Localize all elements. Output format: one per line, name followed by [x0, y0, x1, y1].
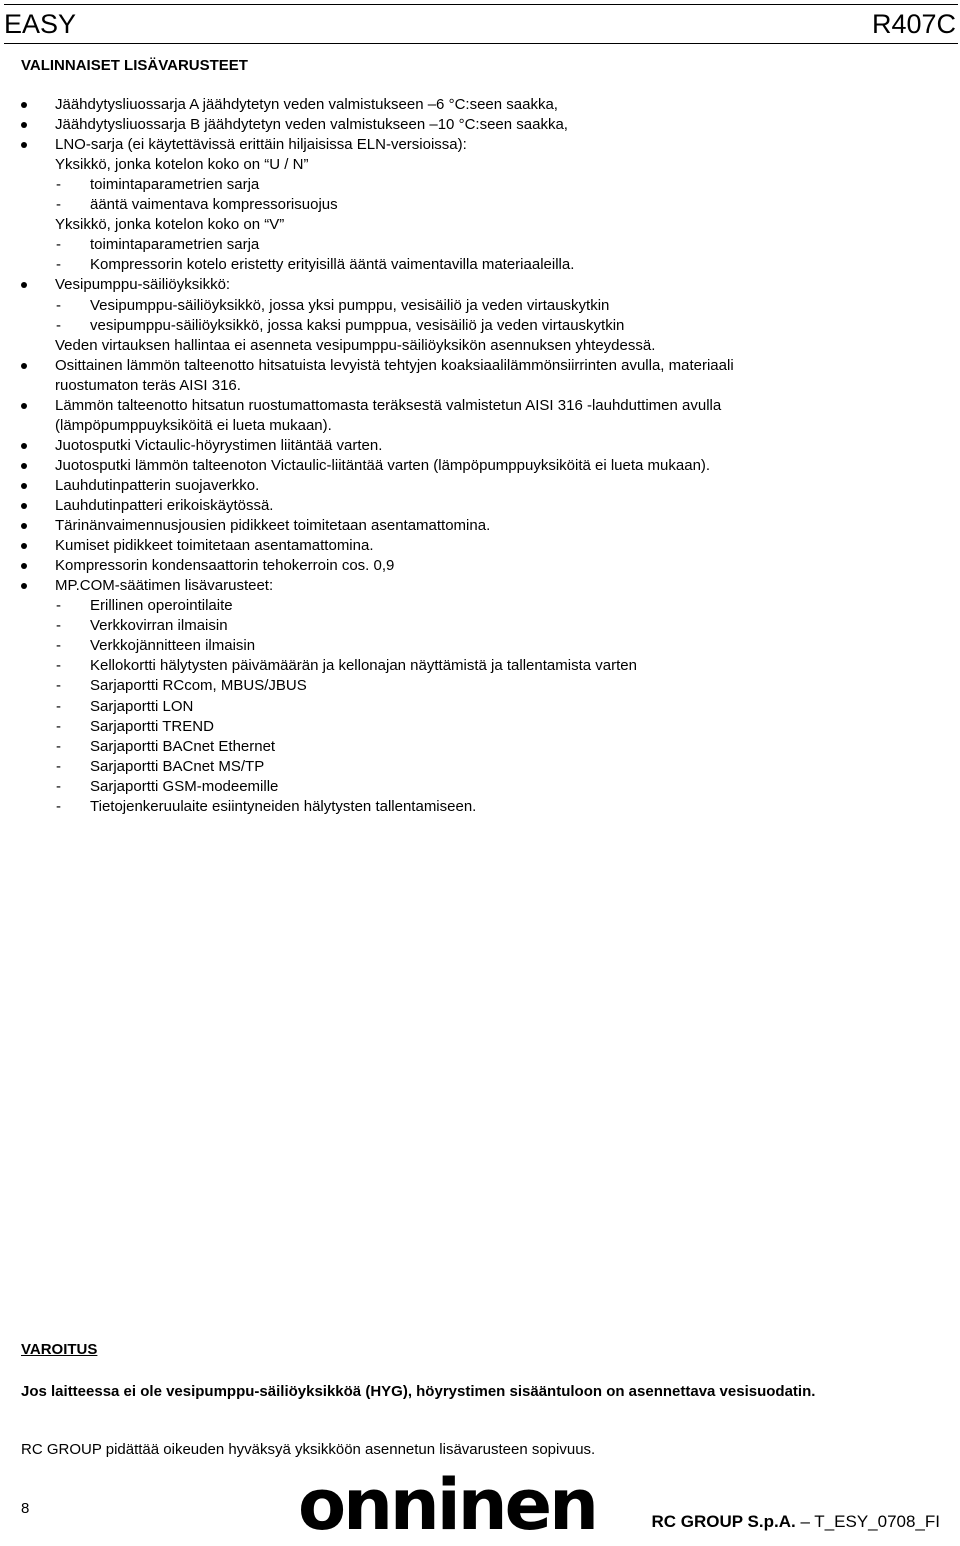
- disclaimer-note: RC GROUP pidättää oikeuden hyväksyä yksikköön asennetun lisävarusteen sopivuus.: [21, 1441, 596, 1458]
- bullet-marker: [21, 523, 27, 529]
- bullet-marker: [21, 443, 27, 449]
- sub-list-item: Sarjaportti GSM-modeemille: [90, 778, 279, 795]
- footer-company: RC GROUP S.p.A.: [651, 1512, 796, 1531]
- bullet-marker: [21, 142, 27, 148]
- bullet-marker: [21, 102, 27, 108]
- sub-list-item: ääntä vaimentava kompressorisuojus: [90, 196, 338, 213]
- bullet-marker: [21, 122, 27, 128]
- list-item-continuation: ruostumaton teräs AISI 316.: [55, 377, 241, 394]
- warning-text: Jos laitteessa ei ole vesipumppu-säiliöyksikköä (HYG), höyrystimen sisääntuloon on asennettava vesisuodatin.: [21, 1383, 816, 1400]
- dash-marker: -: [56, 657, 61, 674]
- dash-marker: -: [56, 196, 61, 213]
- sub-list-item: Sarjaportti TREND: [90, 718, 214, 735]
- dash-marker: -: [56, 597, 61, 614]
- bullet-marker: [21, 403, 27, 409]
- warning-title: VAROITUS: [21, 1341, 98, 1358]
- footer-doc-info: [652, 1512, 941, 1532]
- sub-list-item: Vesipumppu-säiliöyksikkö, jossa yksi pumppu, vesisäiliö ja veden virtauskytkin: [90, 297, 610, 314]
- header-refrigerant: R407C: [871, 9, 956, 39]
- sub-list-item: toimintaparametrien sarja: [90, 236, 260, 253]
- list-item: Lauhdutinpatterin suojaverkko.: [55, 477, 260, 494]
- list-item: Juotosputki lämmön talteenoton Victaulic-liitäntää varten (lämpöpumppuyksiköitä ei lueta mukaan).: [55, 457, 711, 474]
- list-item: Kumiset pidikkeet toimitetaan asentamattomina.: [55, 537, 374, 554]
- list-item: LNO-sarja (ei käytettävissä erittäin hiljaisissa ELN-versioissa):: [55, 136, 467, 153]
- header-product-name: EASY: [4, 9, 77, 39]
- list-item: Lämmön talteenotto hitsatun ruostumattomasta teräksestä valmistetun AISI 316 -lauhduttimen avulla: [55, 397, 722, 414]
- list-item: Osittainen lämmön talteenotto hitsatuista levyistä tehtyjen koaksiaalilämmönsiirrinten avulla, materiaali: [55, 357, 734, 374]
- sub-list-item: Verkkojännitteen ilmaisin: [90, 637, 256, 654]
- list-item: Jäähdytysliuossarja B jäähdytetyn veden valmistukseen –10 °C:seen saakka,: [55, 116, 568, 133]
- dash-marker: -: [56, 778, 61, 795]
- list-item-continuation: Yksikkö, jonka kotelon koko on “U / N”: [55, 156, 309, 173]
- dash-marker: -: [56, 798, 61, 815]
- list-item-continuation: (lämpöpumppuyksiköitä ei lueta mukaan).: [55, 417, 332, 434]
- page-header: [4, 4, 958, 44]
- dash-marker: -: [56, 637, 61, 654]
- footer-doc-code: – T_ESY_0708_FI: [800, 1512, 940, 1531]
- bullet-marker: [21, 463, 27, 469]
- section-title: VALINNAISET LISÄVARUSTEET: [21, 57, 248, 74]
- onninen-logo: onninen: [298, 1464, 596, 1546]
- dash-marker: -: [56, 738, 61, 755]
- sub-list-item: Sarjaportti RCcom, MBUS/JBUS: [90, 677, 307, 694]
- dash-marker: -: [56, 718, 61, 735]
- bullet-marker: [21, 563, 27, 569]
- sub-list-item: Tietojenkeruulaite esiintyneiden hälytysten tallentamiseen.: [90, 798, 477, 815]
- dash-marker: -: [56, 256, 61, 273]
- list-item: Juotosputki Victaulic-höyrystimen liitäntää varten.: [55, 437, 383, 454]
- sub-list-item: Kompressorin kotelo eristetty erityisillä ääntä vaimentavilla materiaaleilla.: [90, 256, 575, 273]
- dash-marker: -: [56, 677, 61, 694]
- list-item: Lauhdutinpatteri erikoiskäytössä.: [55, 497, 274, 514]
- bullet-marker: [21, 583, 27, 589]
- sub-list-item: Erillinen operointilaite: [90, 597, 233, 614]
- dash-marker: -: [56, 698, 61, 715]
- bullet-marker: [21, 363, 27, 369]
- dash-marker: -: [56, 617, 61, 634]
- sub-list-item: Sarjaportti LON: [90, 698, 194, 715]
- dash-marker: -: [56, 317, 61, 334]
- dash-marker: -: [56, 758, 61, 775]
- bullet-marker: [21, 543, 27, 549]
- sub-list-item: Verkkovirran ilmaisin: [90, 617, 228, 634]
- bullet-marker: [21, 483, 27, 489]
- sub-list-item: Kellokortti hälytysten päivämäärän ja kellonajan näyttämistä ja tallentamista varten: [90, 657, 637, 674]
- sub-list-item: Sarjaportti BACnet Ethernet: [90, 738, 276, 755]
- sub-list-item: Sarjaportti BACnet MS/TP: [90, 758, 265, 775]
- dash-marker: -: [56, 297, 61, 314]
- list-item: MP.COM-säätimen lisävarusteet:: [55, 577, 274, 594]
- bullet-marker: [21, 282, 27, 288]
- sub-list-item: toimintaparametrien sarja: [90, 176, 260, 193]
- list-item: Jäähdytysliuossarja A jäähdytetyn veden valmistukseen –6 °C:seen saakka,: [55, 96, 558, 113]
- list-item-continuation: Yksikkö, jonka kotelon koko on “V”: [55, 216, 285, 233]
- list-item: Vesipumppu-säiliöyksikkö:: [55, 276, 231, 293]
- dash-marker: -: [56, 236, 61, 253]
- list-item: Kompressorin kondensaattorin tehokerroin cos. 0,9: [55, 557, 395, 574]
- sub-list-item: vesipumppu-säiliöyksikkö, jossa kaksi pumppua, vesisäiliö ja veden virtauskytkin: [90, 317, 625, 334]
- dash-marker: -: [56, 176, 61, 193]
- bullet-marker: [21, 503, 27, 509]
- list-item-continuation: Veden virtauksen hallintaa ei asenneta vesipumppu-säiliöyksikön asennuksen yhteydessä.: [55, 337, 656, 354]
- list-item: Tärinänvaimennusjousien pidikkeet toimitetaan asentamattomina.: [55, 517, 491, 534]
- page-number: 8: [21, 1500, 30, 1517]
